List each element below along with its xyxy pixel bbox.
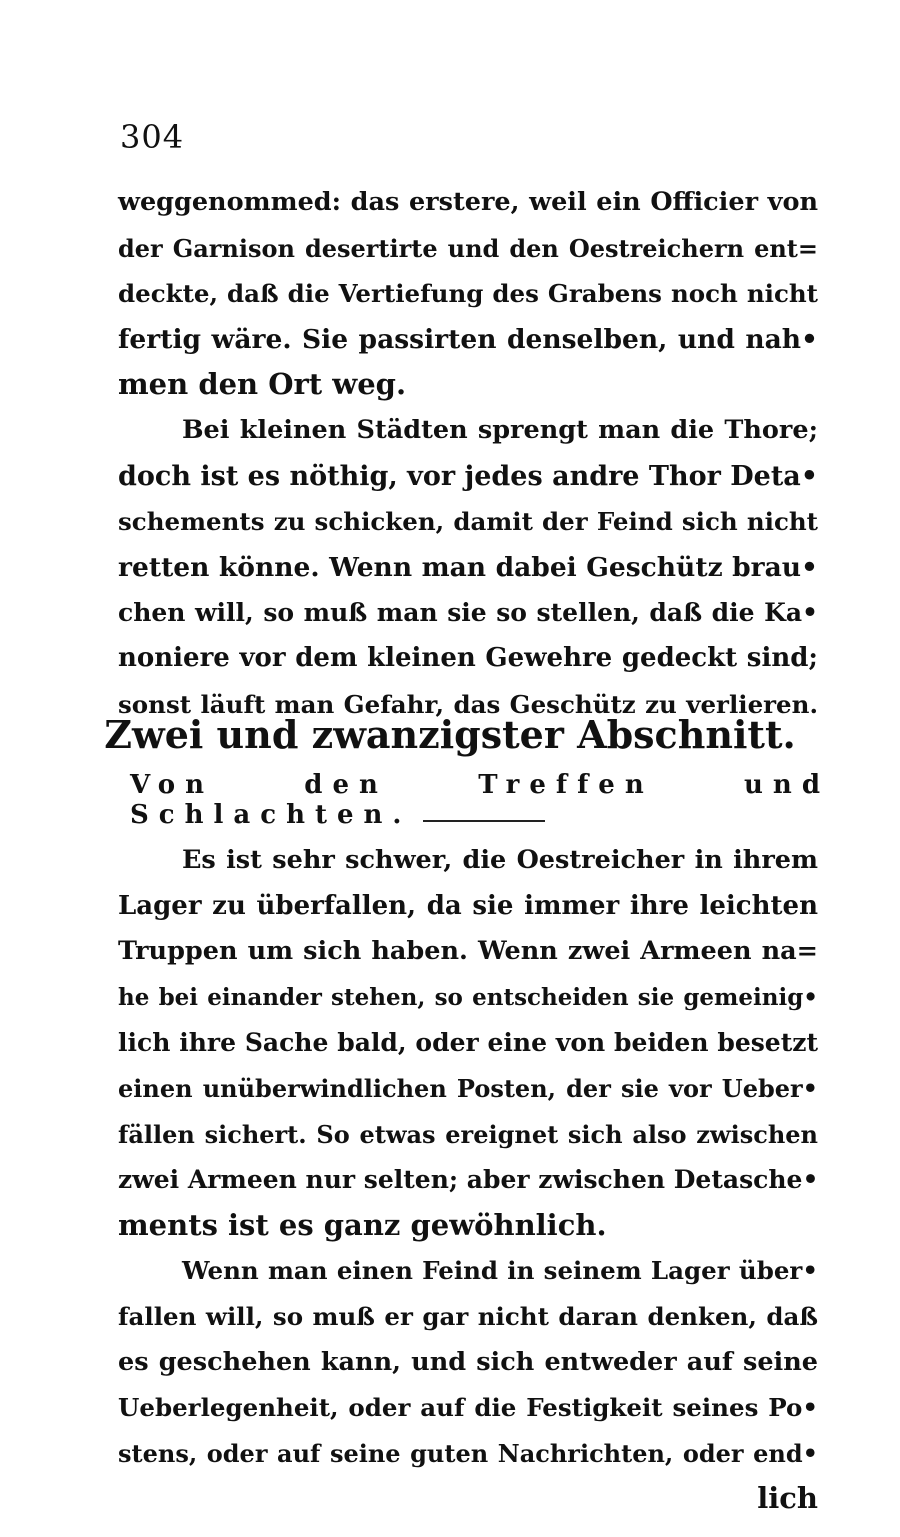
text-line: deckte, daß die Vertiefung des Grabens noch nicht (118, 279, 818, 309)
text-line: fallen will, so muß er gar nicht daran denken, daß (118, 1301, 818, 1331)
text-line: lich ihre Sache bald, oder eine von beiden besetzt (118, 1028, 818, 1058)
text-line: einen unüberwindlichen Posten, der sie vor Ueber• (118, 1073, 818, 1103)
text-block-top (118, 180, 818, 727)
text-line: schements zu schicken, damit der Feind sich nicht (118, 507, 818, 537)
text-line: retten könne. Wenn man dabei Geschütz brau• (118, 551, 818, 583)
text-line: Es ist sehr schwer, die Oestreicher in ihrem (182, 845, 818, 875)
text-line: noniere vor dem kleinen Gewehre gedeckt sind; (118, 642, 818, 673)
text-line: Ueberlegenheit, oder auf die Festigkeit seines Po• (118, 1393, 818, 1423)
text-line: fertig wäre. Sie passirten denselben, und nah• (118, 323, 818, 355)
text-line: fällen sichert. So etwas ereignet sich also zwischen (118, 1119, 818, 1149)
divider-rule (423, 820, 545, 822)
text-line: ments ist es ganz gewöhnlich. (118, 1207, 607, 1242)
text-block-bottom (118, 838, 818, 1522)
text-line: sonst läuft man Gefahr, das Geschütz zu verlieren. (118, 689, 818, 719)
text-line: doch ist es nöthig, vor jedes andre Thor Deta• (118, 460, 819, 492)
page-number: 304 (120, 118, 185, 156)
text-line: chen will, so muß man sie so stellen, daß die Ka• (118, 598, 818, 628)
text-line: es geschehen kann, und sich entweder auf seine (118, 1346, 818, 1377)
text-line: weggenommed: das erstere, weil ein Officier von (118, 187, 818, 217)
text-line: Bei kleinen Städten sprengt man die Thore; (182, 414, 818, 445)
text-line: der Garnison desertirte und den Oestreichern ent= (118, 233, 818, 263)
text-line: Wenn man einen Feind in seinem Lager über• (182, 1256, 818, 1286)
text-line: men den Ort weg. (118, 367, 407, 402)
chapter-title: Zwei und zwanzigster Abschnitt. (104, 712, 796, 757)
chapter-subtitle: Von den Treffen und Schlachten. (130, 770, 830, 830)
catchword: lich (757, 1481, 818, 1516)
text-line: zwei Armeen nur selten; aber zwischen Detasche• (118, 1165, 819, 1195)
text-line: stens, oder auf seine guten Nachrichten, oder end• (118, 1438, 818, 1468)
text-line: he bei einander stehen, so entscheiden sie gemeinig• (118, 983, 818, 1011)
text-line: Truppen um sich haben. Wenn zwei Armeen na= (118, 936, 818, 967)
text-line: Lager zu überfallen, da sie immer ihre leichten (118, 890, 818, 921)
